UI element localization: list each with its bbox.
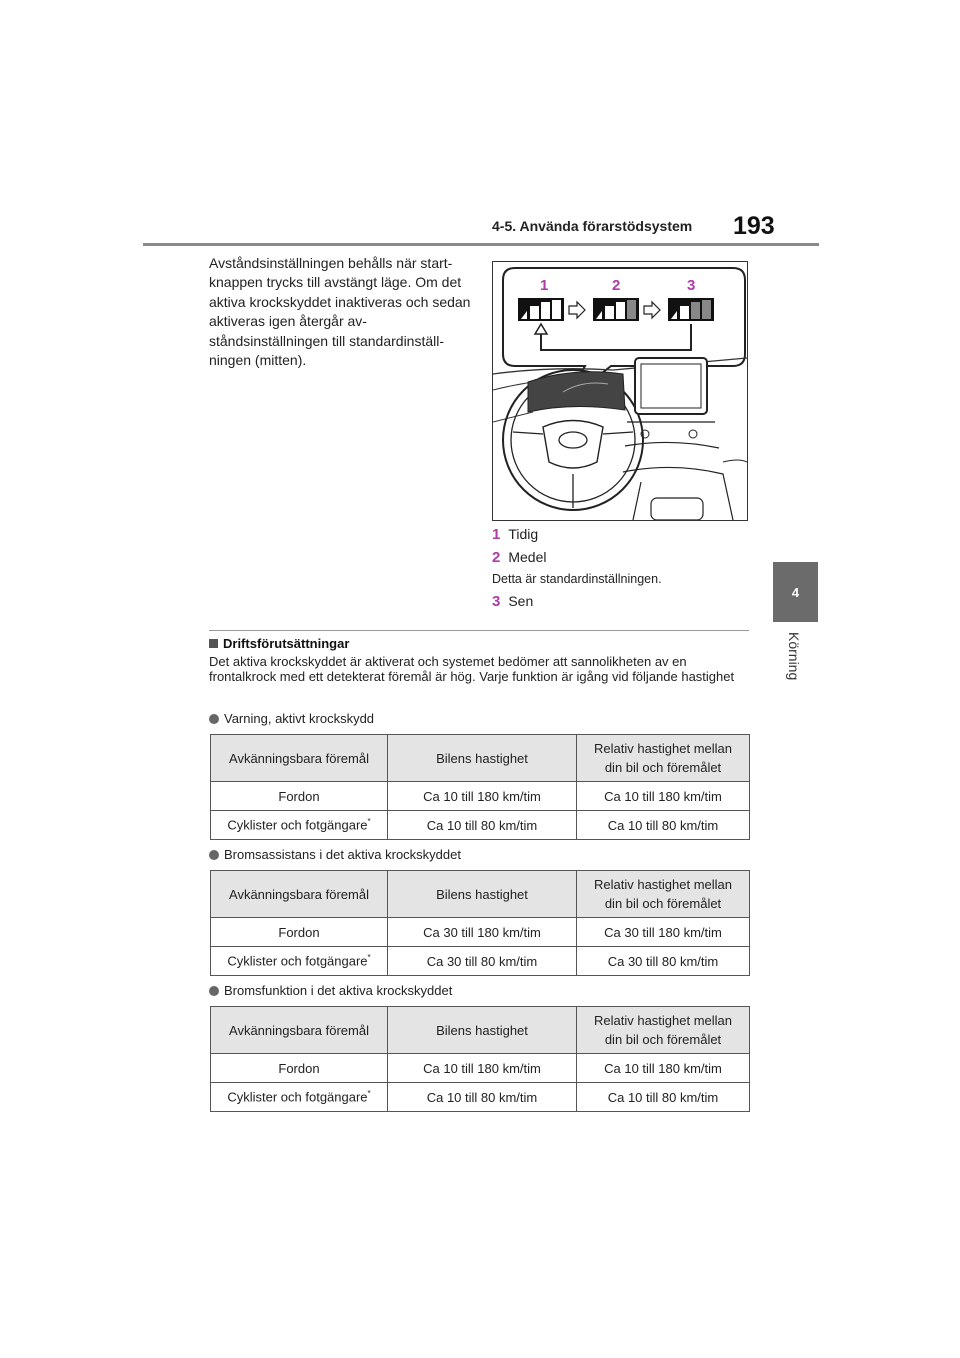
- figure-label-2: 2: [612, 277, 621, 294]
- header-relative: Relativ hastighet mellan din bil och föremålet: [577, 735, 750, 782]
- table-header-row: Avkänningsbara föremål Bilens hastighet Relativ hastighet mellan din bil och föremålet: [211, 871, 750, 918]
- bullet-icon: [209, 986, 219, 996]
- header-object: Avkänningsbara föremål: [211, 735, 388, 782]
- section-divider: [209, 630, 749, 631]
- intro-paragraph: Avståndsinställningen behålls när start-knappen trycks till avstängt läge. Om det aktiva krockskyddet inaktiveras och sedan aktiveras igen återgår av-ståndsinställningen till standardinställ-ningen (mitten).: [209, 255, 471, 369]
- section-body: Det aktiva krockskyddet är aktiverat och systemet bedömer att sannolikheten av en frontalkrock med ett detekterat föremål är hög. Varje funktion är igång vid följande hastighet: [209, 654, 735, 684]
- chapter-tab: 4: [773, 562, 818, 622]
- setting-icon-medium: [593, 298, 639, 321]
- legend-item-1: 1 Tidig: [492, 526, 539, 543]
- speed-table-brake-function: [210, 1006, 750, 1112]
- figure-label-3: 3: [687, 277, 696, 294]
- header-speed: Bilens hastighet: [388, 735, 577, 782]
- table-header-row: [211, 735, 750, 782]
- bullet-icon: [209, 714, 219, 724]
- legend-item-3: 3 Sen: [492, 593, 534, 610]
- distance-setting-figure: [492, 261, 748, 521]
- section-heading: Driftsförutsättningar: [209, 636, 349, 651]
- bullet-brake-assist: Bromsassistans i det aktiva krockskyddet: [209, 847, 461, 862]
- page-number: 193: [733, 212, 775, 240]
- table-header-row: Avkänningsbara föremål Bilens hastighet Relativ hastighet mellan din bil och föremålet: [211, 1007, 750, 1054]
- table-row: Cyklister och fotgängare* Ca 10 till 80 km/tim Ca 10 till 80 km/tim: [211, 1083, 750, 1112]
- chapter-title: Körning: [786, 632, 802, 681]
- setting-icon-late: [668, 298, 714, 321]
- dashboard-illustration: [493, 262, 747, 520]
- square-bullet-icon: [209, 639, 218, 648]
- table-row: Fordon Ca 10 till 180 km/tim Ca 10 till 180 km/tim: [211, 1054, 750, 1083]
- speed-table-warning: [210, 734, 750, 840]
- table-row: Fordon Ca 30 till 180 km/tim Ca 30 till 180 km/tim: [211, 918, 750, 947]
- legend-item-2: 2 Medel: [492, 549, 547, 566]
- speed-table-brake-assist: [210, 870, 750, 976]
- table-row: Fordon Ca 10 till 180 km/tim Ca 10 till 180 km/tim: [211, 782, 750, 811]
- table-row: Cyklister och fotgängare* Ca 30 till 80 km/tim Ca 30 till 80 km/tim: [211, 947, 750, 976]
- table-row: Cyklister och fotgängare* Ca 10 till 80 km/tim Ca 10 till 80 km/tim: [211, 811, 750, 840]
- bullet-warning: Varning, aktivt krockskydd: [209, 711, 374, 726]
- section-header: 4-5. Använda förarstödsystem: [492, 218, 693, 234]
- bullet-icon: [209, 850, 219, 860]
- setting-icon-early: [518, 298, 564, 321]
- legend-note: Detta är standardinställningen.: [492, 572, 662, 586]
- header-divider: [143, 243, 819, 246]
- chapter-label: [764, 632, 824, 692]
- figure-label-1: 1: [540, 277, 549, 294]
- bullet-brake-function: Bromsfunktion i det aktiva krockskyddet: [209, 983, 452, 998]
